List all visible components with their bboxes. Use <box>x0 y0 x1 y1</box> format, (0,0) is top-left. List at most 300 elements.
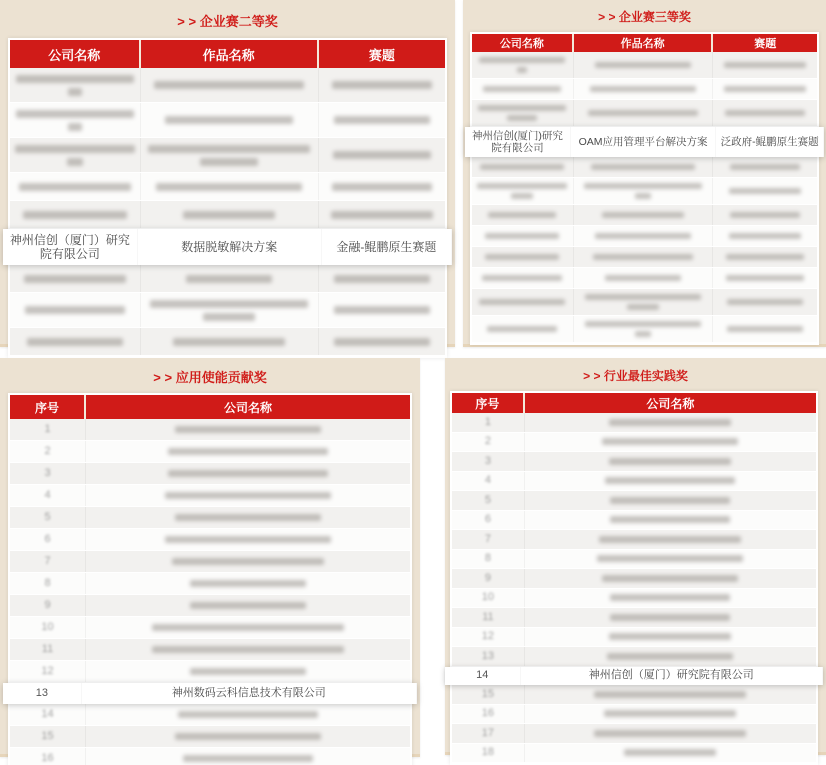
table-body <box>472 52 817 343</box>
blurred-text <box>591 164 695 170</box>
topic-cell <box>713 205 817 225</box>
cell-text: 神州信创(厦门)研究院有限公司 <box>471 130 563 154</box>
work-cell <box>141 293 319 327</box>
company-cell <box>525 413 816 432</box>
blurred-text <box>482 275 562 281</box>
blurred-text <box>68 88 82 96</box>
blurred-text <box>479 299 565 305</box>
blurred-text <box>480 164 564 170</box>
index-cell <box>452 647 525 666</box>
row-number: 15 <box>41 730 54 742</box>
column-header: 作品名称 <box>141 40 319 68</box>
award-panel-industry-best-practice-award <box>445 358 826 759</box>
table-header-row <box>10 40 445 68</box>
table-row <box>10 485 410 507</box>
topic-cell <box>319 328 445 355</box>
index-cell <box>452 491 525 510</box>
company-cell <box>472 79 574 99</box>
blurred-text <box>605 477 735 484</box>
award-table <box>8 38 447 358</box>
cell-text: 数据脱敏解决方案 <box>181 240 278 254</box>
blurred-text <box>730 164 800 170</box>
blurred-text <box>186 275 272 283</box>
table-row <box>10 639 410 661</box>
blurred-text <box>724 86 806 92</box>
column-header: 公司名称 <box>10 40 141 68</box>
work-cell <box>574 226 714 246</box>
work-cell <box>141 328 319 355</box>
cell-text: 神州信创（厦门）研究院有限公司 <box>588 669 754 682</box>
table-row <box>10 661 410 683</box>
table-row <box>472 178 817 205</box>
index-cell <box>10 617 86 638</box>
award-table <box>450 391 818 765</box>
index-cell <box>10 441 86 462</box>
table-row <box>472 79 817 100</box>
blurred-text <box>635 331 651 337</box>
work-cell <box>574 79 714 99</box>
company-cell <box>472 205 574 225</box>
column-header: 序号 <box>452 393 525 413</box>
blurred-text <box>635 193 651 199</box>
topic-cell <box>713 52 817 78</box>
panel-title: > > 应用使能贡献奖 <box>153 370 267 385</box>
column-header: 作品名称 <box>574 34 714 52</box>
topic-cell <box>319 173 445 200</box>
index-cell <box>452 472 525 491</box>
index-cell <box>10 726 86 747</box>
topic-cell <box>319 265 445 292</box>
row-number: 16 <box>41 752 54 764</box>
work-cell <box>141 265 319 292</box>
table-row <box>10 293 445 328</box>
table-row <box>10 68 445 103</box>
blurred-text <box>588 110 698 116</box>
work-cell <box>574 100 714 126</box>
row-number: 3 <box>44 467 51 479</box>
row-number: 13 <box>35 687 48 699</box>
work-cell <box>141 138 319 172</box>
work-cell <box>138 229 322 265</box>
blurred-text <box>727 299 803 305</box>
company-cell <box>86 441 410 462</box>
blurred-text <box>175 733 321 740</box>
blurred-text <box>729 188 801 194</box>
table-row <box>452 413 816 433</box>
company-cell <box>86 419 410 440</box>
index-cell <box>10 661 86 682</box>
blurred-text <box>16 75 134 83</box>
blurred-text <box>584 183 702 189</box>
topic-cell <box>713 178 817 204</box>
table-row <box>452 628 816 648</box>
blurred-text <box>605 275 681 281</box>
blurred-text <box>607 653 733 660</box>
blurred-text <box>333 151 431 159</box>
company-cell <box>86 595 410 616</box>
table-row <box>10 529 410 551</box>
blurred-text <box>156 183 302 191</box>
row-number: 18 <box>481 746 495 759</box>
company-cell <box>10 265 141 292</box>
row-number: 10 <box>41 621 54 633</box>
topic-cell <box>713 268 817 288</box>
company-cell <box>86 748 410 765</box>
table-row <box>10 704 410 726</box>
row-number: 13 <box>481 649 495 662</box>
blurred-text <box>609 458 731 465</box>
work-cell <box>574 268 714 288</box>
work-cell <box>141 173 319 200</box>
topic-cell <box>713 316 817 342</box>
blurred-text <box>19 183 131 191</box>
blurred-text <box>610 594 730 601</box>
blurred-text <box>23 211 127 219</box>
index-cell <box>452 530 525 549</box>
table-row <box>472 268 817 289</box>
row-number: 8 <box>484 552 491 565</box>
row-number: 1 <box>44 423 51 435</box>
table-row <box>10 103 445 138</box>
index-cell <box>10 595 86 616</box>
cell-text: 金融-鲲鹏原生赛题 <box>336 240 437 254</box>
blurred-text <box>332 183 432 191</box>
blurred-text <box>594 691 746 698</box>
row-number: 9 <box>484 571 491 584</box>
table-row <box>10 551 410 573</box>
blurred-text <box>726 254 804 260</box>
table-row <box>452 569 816 589</box>
company-cell <box>86 485 410 506</box>
index-cell <box>10 529 86 550</box>
row-number: 6 <box>484 513 491 526</box>
company-cell <box>10 293 141 327</box>
blurred-text <box>334 116 430 124</box>
table-row <box>452 608 816 628</box>
highlighted-table-row <box>3 229 452 265</box>
table-row <box>472 247 817 268</box>
topic-cell <box>716 127 824 157</box>
row-number: 10 <box>481 591 495 604</box>
index-cell <box>10 507 86 528</box>
index-cell <box>452 569 525 588</box>
index-cell <box>10 748 86 765</box>
row-number: 12 <box>481 630 495 643</box>
row-number: 6 <box>44 533 51 545</box>
table-row <box>452 491 816 511</box>
blurred-text <box>27 338 123 346</box>
index-cell <box>452 628 525 647</box>
company-cell <box>86 617 410 638</box>
blurred-text <box>511 193 533 199</box>
blurred-text <box>168 448 328 455</box>
index-cell <box>10 419 86 440</box>
blurred-text <box>517 67 527 73</box>
column-header: 序号 <box>10 395 86 419</box>
table-body <box>10 68 445 356</box>
company-cell <box>82 683 417 704</box>
table-row <box>452 530 816 550</box>
award-panel-application-enablement-award <box>0 358 420 764</box>
index-cell <box>452 744 525 763</box>
work-cell <box>574 178 714 204</box>
work-cell <box>574 289 714 315</box>
table-row <box>472 157 817 178</box>
company-cell <box>3 229 138 265</box>
company-cell <box>10 201 141 228</box>
topic-cell <box>319 293 445 327</box>
company-cell <box>472 157 574 177</box>
table-row <box>10 201 445 229</box>
table-row <box>452 744 816 764</box>
topic-cell <box>713 79 817 99</box>
table-header-row <box>10 395 410 419</box>
company-cell <box>525 491 816 510</box>
column-header: 赛题 <box>754 38 777 50</box>
panel-title: > > 企业赛二等奖 <box>177 14 278 29</box>
blurred-text <box>165 116 293 124</box>
blurred-text <box>183 755 313 762</box>
blurred-text <box>175 514 321 521</box>
row-number: 11 <box>482 610 494 623</box>
index-cell <box>452 724 525 743</box>
company-cell <box>10 173 141 200</box>
blurred-text <box>602 575 738 582</box>
blurred-text <box>595 233 691 239</box>
company-cell <box>472 52 574 78</box>
blurred-text <box>609 633 731 640</box>
work-cell <box>574 205 714 225</box>
cell-text: 神州数码云科信息技术有限公司 <box>171 687 326 699</box>
blurred-text <box>24 275 126 283</box>
blurred-text <box>334 275 430 283</box>
topic-cell <box>322 229 452 265</box>
column-header: 公司名称 <box>646 396 695 411</box>
blurred-text <box>590 86 696 92</box>
company-cell <box>525 608 816 627</box>
company-cell <box>86 704 410 725</box>
blurred-text <box>173 338 285 346</box>
table-row <box>10 595 410 617</box>
company-cell <box>525 550 816 569</box>
table-row <box>472 289 817 316</box>
company-cell <box>521 667 823 686</box>
table-row <box>10 173 445 201</box>
blurred-text <box>485 233 559 239</box>
index-cell <box>452 452 525 471</box>
company-cell <box>86 551 410 572</box>
index-cell <box>452 511 525 530</box>
row-number: 8 <box>44 577 51 589</box>
company-cell <box>525 647 816 666</box>
row-number: 11 <box>41 643 54 655</box>
index-cell <box>10 551 86 572</box>
table-row <box>10 138 445 173</box>
index-cell <box>452 433 525 452</box>
award-panel-enterprise-third-prize <box>463 0 826 347</box>
cell-text: 神州信创（厦门）研究院有限公司 <box>9 233 130 261</box>
blurred-text <box>200 158 258 166</box>
blurred-text <box>609 419 731 426</box>
table-row <box>452 511 816 531</box>
table-row <box>10 463 410 485</box>
blurred-text <box>610 497 730 504</box>
blurred-text <box>595 62 691 68</box>
company-cell <box>525 530 816 549</box>
blurred-text <box>593 254 693 260</box>
blurred-text <box>726 275 804 281</box>
blurred-text <box>485 254 559 260</box>
company-cell <box>525 628 816 647</box>
row-number: 5 <box>44 511 51 523</box>
company-cell <box>10 68 141 102</box>
index-cell <box>10 463 86 484</box>
row-number: 2 <box>484 435 491 448</box>
company-cell <box>525 452 816 471</box>
table-body <box>452 413 816 763</box>
index-cell <box>452 685 525 704</box>
blurred-text <box>165 536 331 543</box>
blurred-text <box>487 326 557 332</box>
index-cell <box>452 608 525 627</box>
work-cell <box>574 316 714 342</box>
blurred-text <box>154 81 304 89</box>
work-cell <box>141 68 319 102</box>
table-row <box>10 419 410 441</box>
blurred-text <box>730 212 800 218</box>
company-cell <box>525 685 816 704</box>
blurred-text <box>190 580 306 587</box>
row-number: 4 <box>44 489 51 501</box>
company-cell <box>525 744 816 763</box>
topic-cell <box>319 68 445 102</box>
row-number: 15 <box>481 687 495 700</box>
company-cell <box>86 661 410 682</box>
row-number: 16 <box>481 707 495 720</box>
column-header: 公司名称 <box>223 400 272 415</box>
blurred-text <box>507 115 537 121</box>
company-cell <box>465 127 571 157</box>
company-cell <box>10 103 141 137</box>
table-row <box>452 433 816 453</box>
blurred-text <box>165 492 331 499</box>
work-cell <box>141 201 319 228</box>
blurred-text <box>25 306 125 314</box>
company-cell <box>525 433 816 452</box>
table-row <box>10 328 445 356</box>
company-cell <box>472 289 574 315</box>
blurred-text <box>599 536 741 543</box>
index-cell <box>445 667 521 686</box>
index-cell <box>452 589 525 608</box>
work-cell <box>141 103 319 137</box>
table-row <box>472 316 817 343</box>
blurred-text <box>610 614 730 621</box>
table-row <box>472 205 817 226</box>
topic-cell <box>319 201 445 228</box>
blurred-text <box>150 300 308 308</box>
blurred-text <box>190 602 306 609</box>
blurred-text <box>610 516 730 523</box>
panel-title: > > 企业赛三等奖 <box>598 10 691 24</box>
blurred-text <box>332 81 432 89</box>
blurred-text <box>724 62 806 68</box>
table-row <box>472 226 817 247</box>
table-row <box>10 441 410 463</box>
row-number: 3 <box>484 454 491 467</box>
company-cell <box>86 463 410 484</box>
company-cell <box>86 529 410 550</box>
topic-cell <box>713 100 817 126</box>
blurred-text <box>183 211 275 219</box>
row-number: 7 <box>44 555 51 567</box>
blurred-text <box>67 158 83 166</box>
blurred-text <box>729 233 801 239</box>
topic-cell <box>319 103 445 137</box>
table-row <box>10 507 410 529</box>
table-row <box>452 705 816 725</box>
blurred-text <box>604 710 736 717</box>
table-row <box>10 573 410 595</box>
company-cell <box>86 573 410 594</box>
row-number: 5 <box>484 493 491 506</box>
blurred-text <box>68 123 82 131</box>
table-row <box>10 265 445 293</box>
company-cell <box>525 472 816 491</box>
topic-cell <box>319 138 445 172</box>
panel-title: > > 行业最佳实践奖 <box>583 369 688 383</box>
award-panel-enterprise-second-prize <box>0 0 455 347</box>
blurred-text <box>152 624 344 631</box>
table-body <box>10 419 410 765</box>
index-cell <box>452 550 525 569</box>
blurred-text <box>594 730 746 737</box>
table-row <box>10 726 410 748</box>
topic-cell <box>713 157 817 177</box>
company-cell <box>525 705 816 724</box>
blurred-text <box>479 57 565 63</box>
table-row <box>10 748 410 765</box>
blurred-text <box>602 438 738 445</box>
topic-cell <box>713 247 817 267</box>
highlighted-table-row <box>3 683 417 704</box>
blurred-text <box>148 145 310 153</box>
company-cell <box>472 178 574 204</box>
topic-cell <box>713 289 817 315</box>
blurred-text <box>725 110 805 116</box>
row-number: 2 <box>44 445 51 457</box>
row-number: 9 <box>44 599 51 611</box>
work-cell <box>574 52 714 78</box>
row-number: 14 <box>41 708 54 720</box>
blurred-text <box>152 646 344 653</box>
blurred-text <box>478 105 566 111</box>
column-header: 公司名称 <box>472 34 574 52</box>
company-cell <box>472 100 574 126</box>
blurred-text <box>477 183 567 189</box>
row-number: 17 <box>481 726 495 739</box>
company-cell <box>525 589 816 608</box>
company-cell <box>525 569 816 588</box>
column-header: 赛题 <box>368 47 395 63</box>
table-row <box>472 100 817 127</box>
blurred-text <box>203 313 255 321</box>
blurred-text <box>168 470 328 477</box>
index-cell <box>10 704 86 725</box>
table-row <box>452 550 816 570</box>
work-cell <box>571 127 716 157</box>
blurred-text <box>331 211 433 219</box>
